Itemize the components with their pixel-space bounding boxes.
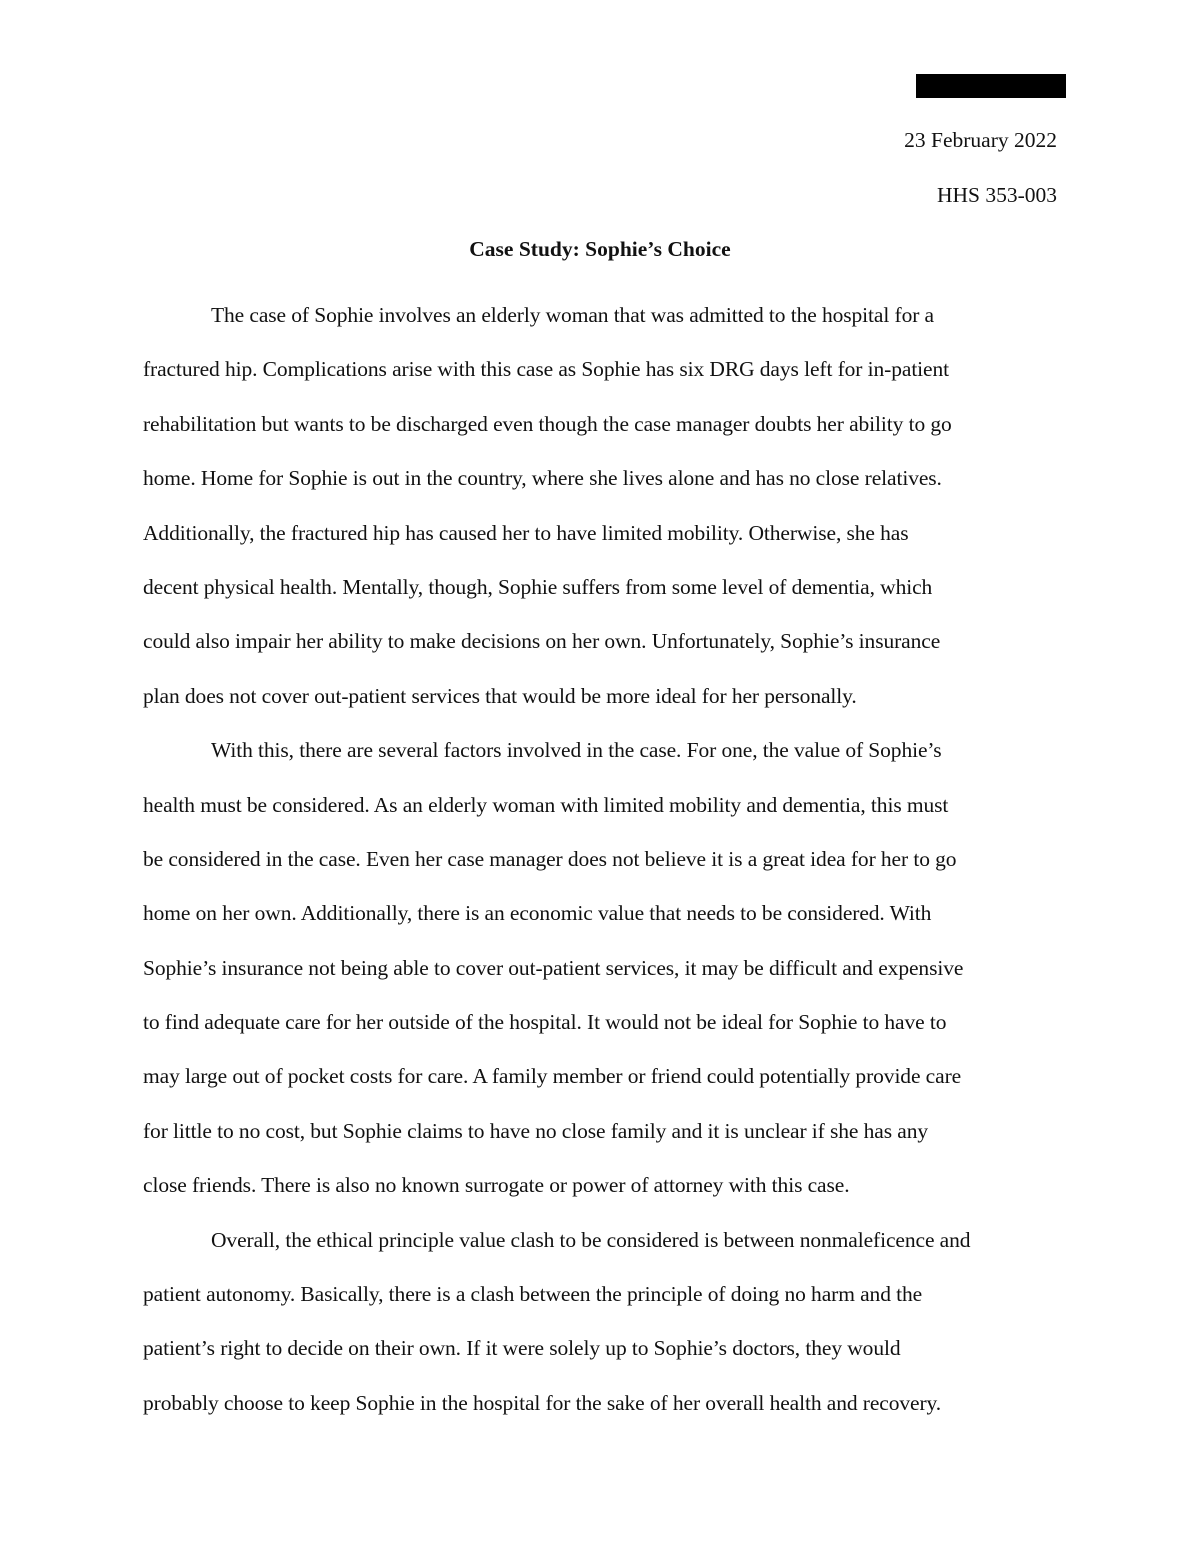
paragraph-2 <box>143 723 1063 1213</box>
paragraph-line: health must be considered. As an elderly woman with limited mobility and dementia, this must <box>143 792 949 817</box>
paragraph-line: home. Home for Sophie is out in the country, where she lives alone and has no close relatives. <box>143 466 942 491</box>
paragraph-line: patient’s right to decide on their own. If it were solely up to Sophie’s doctors, they would <box>143 1336 901 1361</box>
paragraph-line: could also impair her ability to make decisions on her own. Unfortunately, Sophie’s insurance <box>143 629 941 654</box>
paragraph-line: for little to no cost, but Sophie claims to have no close family and it is unclear if she has any <box>143 1118 929 1143</box>
document-title: Case Study: Sophie’s Choice <box>469 237 731 261</box>
paragraph-line: The case of Sophie involves an elderly woman that was admitted to the hospital for a <box>211 303 934 327</box>
paragraph-line: home on her own. Additionally, there is an economic value that needs to be considered. With <box>143 901 932 926</box>
paragraph-1 <box>143 288 1063 723</box>
paragraph-line: to find adequate care for her outside of the hospital. It would not be ideal for Sophie to have to <box>143 1010 947 1035</box>
paragraph-line: may large out of pocket costs for care. A family member or friend could potentially provide care <box>143 1064 962 1089</box>
paragraph-line: be considered in the case. Even her case manager does not believe it is a great idea for her to go <box>143 846 957 871</box>
paragraph-line: fractured hip. Complications arise with this case as Sophie has six DRG days left for in-patient <box>143 357 950 382</box>
header-date: 23 February 2022 <box>904 128 1057 152</box>
paragraph-line: With this, there are several factors involved in the case. For one, the value of Sophie’s <box>211 738 942 763</box>
paragraph-line: close friends. There is also no known surrogate or power of attorney with this case. <box>143 1173 850 1198</box>
document-body <box>143 288 1063 1430</box>
paragraph-line: patient autonomy. Basically, there is a clash between the principle of doing no harm and the <box>143 1282 923 1307</box>
paragraph-line: Additionally, the fractured hip has caused her to have limited mobility. Otherwise, she has <box>143 520 909 545</box>
paragraph-line: plan does not cover out-patient services that would be more ideal for her personally. <box>143 683 857 708</box>
paragraph-line: Sophie’s insurance not being able to cover out-patient services, it may be difficult and expensive <box>143 955 964 980</box>
header-course: HHS 353-003 <box>936 183 1057 207</box>
paragraph-line: rehabilitation but wants to be discharged even though the case manager doubts her ability to go <box>143 411 952 436</box>
redacted-name-block <box>916 74 1066 98</box>
paragraph-3 <box>143 1213 1063 1431</box>
paragraph-line: Overall, the ethical principle value clash to be considered is between nonmaleficence and <box>211 1227 971 1252</box>
paragraph-line: decent physical health. Mentally, though, Sophie suffers from some level of dementia, which <box>143 574 933 599</box>
paragraph-line: probably choose to keep Sophie in the hospital for the sake of her overall health and recovery. <box>143 1390 942 1415</box>
